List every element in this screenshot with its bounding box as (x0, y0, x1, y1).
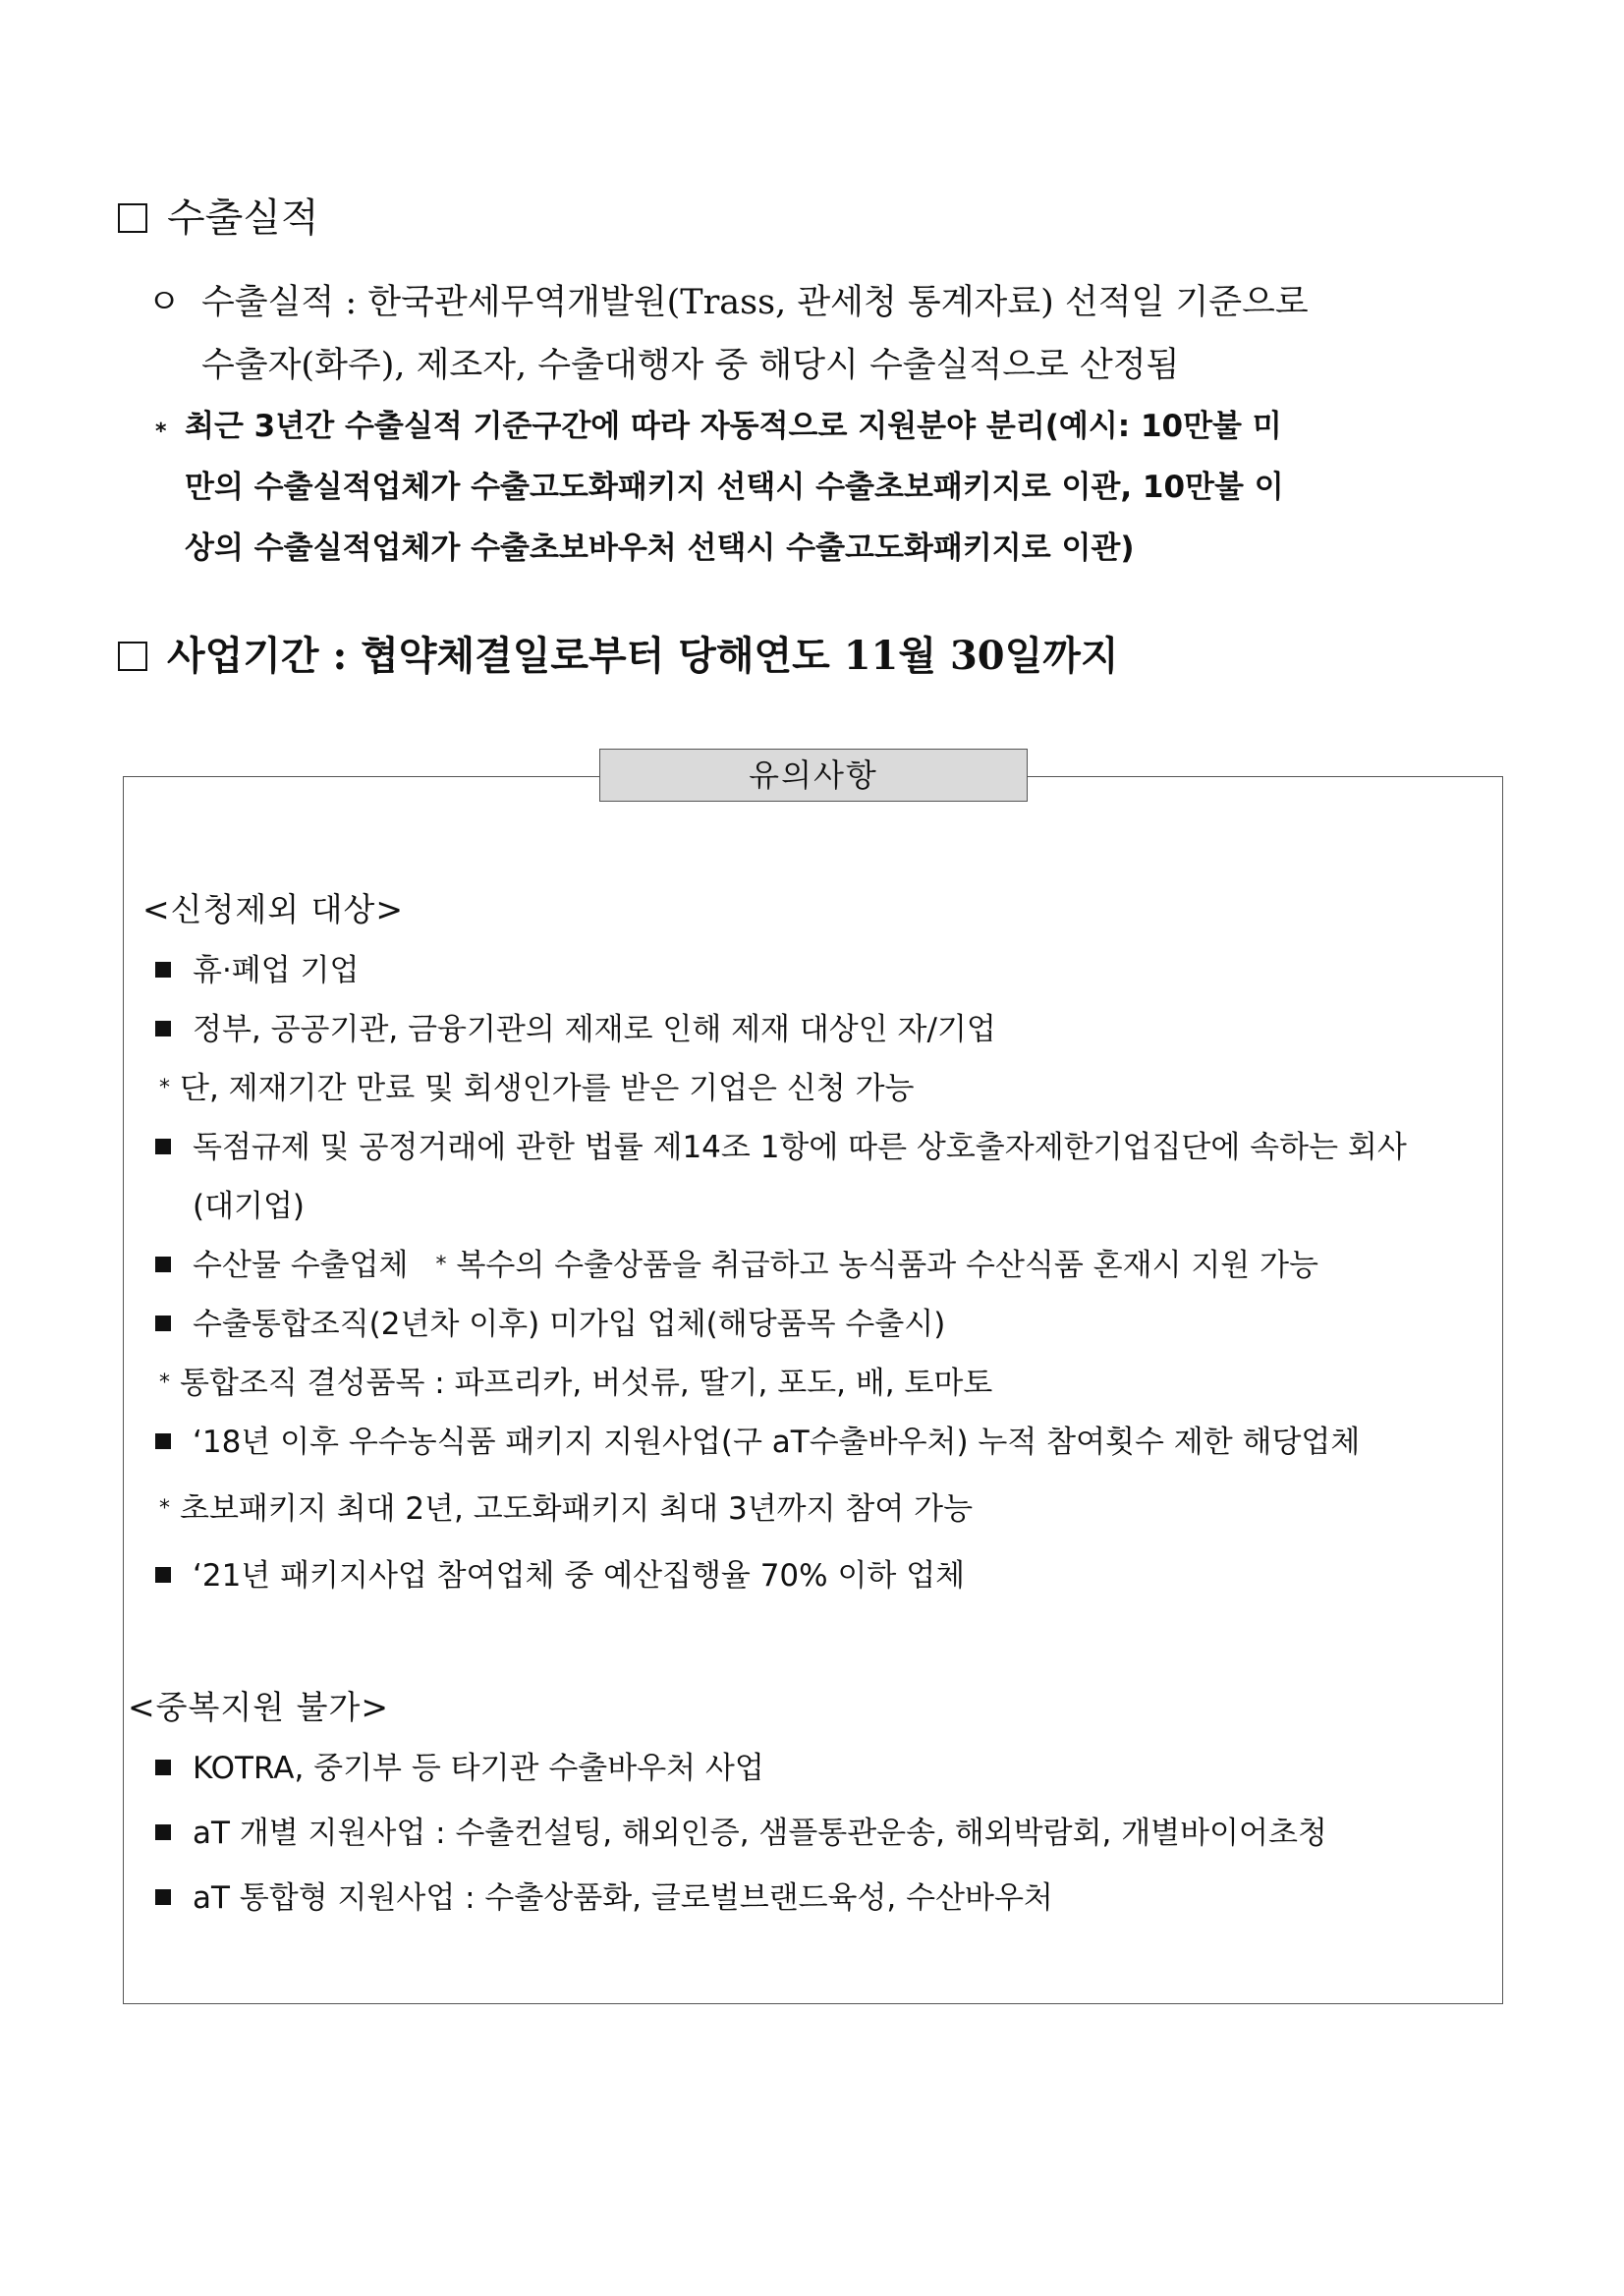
excluded-item: 독점규제 및 공정거래에 관한 법률 제14조 1항에 따른 상호출자제한기업집단에 속하는 회사 (155, 1128, 1407, 1167)
bullet-square-icon (155, 1139, 171, 1154)
excluded-item: ‘21년 패키지사업 참여업체 중 예산집행율 70% 이하 업체 (155, 1556, 965, 1596)
excluded-item-continued: (대기업) (193, 1189, 306, 1224)
note-line-2: 만의 수출실적업체가 수출고도화패키지 선택시 수출초보패키지로 이관, 10만불 이 (185, 470, 1284, 505)
bullet-square-icon (155, 1433, 171, 1449)
duplicate-item: aT 개별 지원사업 : 수출컨설팅, 해외인증, 샘플통관운송, 해외박람회, 개별바이어초청 (155, 1814, 1327, 1853)
checkbox-icon (118, 203, 147, 233)
note-line-3: 상의 수출실적업체가 수출초보바우처 선택시 수출고도화패키지로 이관) (185, 531, 1135, 566)
note-line-1: 최근 3년간 수출실적 기준구간에 따라 자동적으로 지원분야 분리(예시: 10만불 미 (185, 409, 1282, 444)
bullet-square-icon (155, 962, 171, 978)
notice-title: 유의사항 (599, 749, 1028, 802)
excluded-subnote: * 통합조직 결성품목 : 파프리카, 버섯류, 딸기, 포도, 배, 토마토 (159, 1366, 993, 1401)
bullet-square-icon (155, 1889, 171, 1905)
section-title-period (118, 633, 1119, 680)
excluded-subnote: * 단, 제재기간 만료 및 회생인가를 받은 기업은 신청 가능 (159, 1071, 915, 1106)
export-line-1: 수출실적 : 한국관세무역개발원(Trass, 관세청 통계자료) 선적일 기준으로 (201, 283, 1309, 322)
duplicate-item: aT 통합형 지원사업 : 수출상품화, 글로벌브랜드육성, 수산바우처 (155, 1878, 1053, 1918)
bullet-square-icon (155, 1567, 171, 1583)
duplicate-item: KOTRA, 중기부 등 타기관 수출바우처 사업 (155, 1749, 764, 1788)
excluded-item: 수출통합조직(2년차 이후) 미가입 업체(해당품목 수출시) (155, 1305, 945, 1344)
duplicate-heading: <중복지원 불가> (128, 1688, 390, 1726)
excluded-item: 정부, 공공기관, 금융기관의 제재로 인해 제재 대상인 자/기업 (155, 1010, 996, 1049)
bullet-square-icon (155, 1824, 171, 1840)
export-bullet: ㅇ (147, 283, 181, 322)
excluded-heading: <신청제외 대상> (142, 890, 405, 928)
checkbox-icon (118, 642, 147, 671)
excluded-item: ‘18년 이후 우수농식품 패키지 지원사업(구 aT수출바우처) 누적 참여횟수 제한 해당업체 (155, 1423, 1360, 1462)
excluded-item: 수산물 수출업체 * 복수의 수출상품을 취급하고 농식품과 수산식품 혼재시 지원 가능 (155, 1246, 1318, 1285)
export-line-2: 수출자(화주), 제조자, 수출대행자 중 해당시 수출실적으로 산정됨 (201, 346, 1180, 385)
section-title-export-text: 수출실적 (167, 196, 319, 241)
excluded-subnote: * 초보패키지 최대 2년, 고도화패키지 최대 3년까지 참여 가능 (159, 1491, 974, 1527)
bullet-square-icon (155, 1316, 171, 1331)
bullet-square-icon (155, 1257, 171, 1272)
note-star: * (155, 420, 167, 444)
section-title-export (118, 195, 319, 242)
excluded-item: 휴·폐업 기업 (155, 951, 359, 990)
bullet-square-icon (155, 1760, 171, 1775)
section-title-period-text: 사업기간 : 협약체결일로부터 당해연도 11월 30일까지 (167, 633, 1119, 679)
bullet-square-icon (155, 1021, 171, 1036)
